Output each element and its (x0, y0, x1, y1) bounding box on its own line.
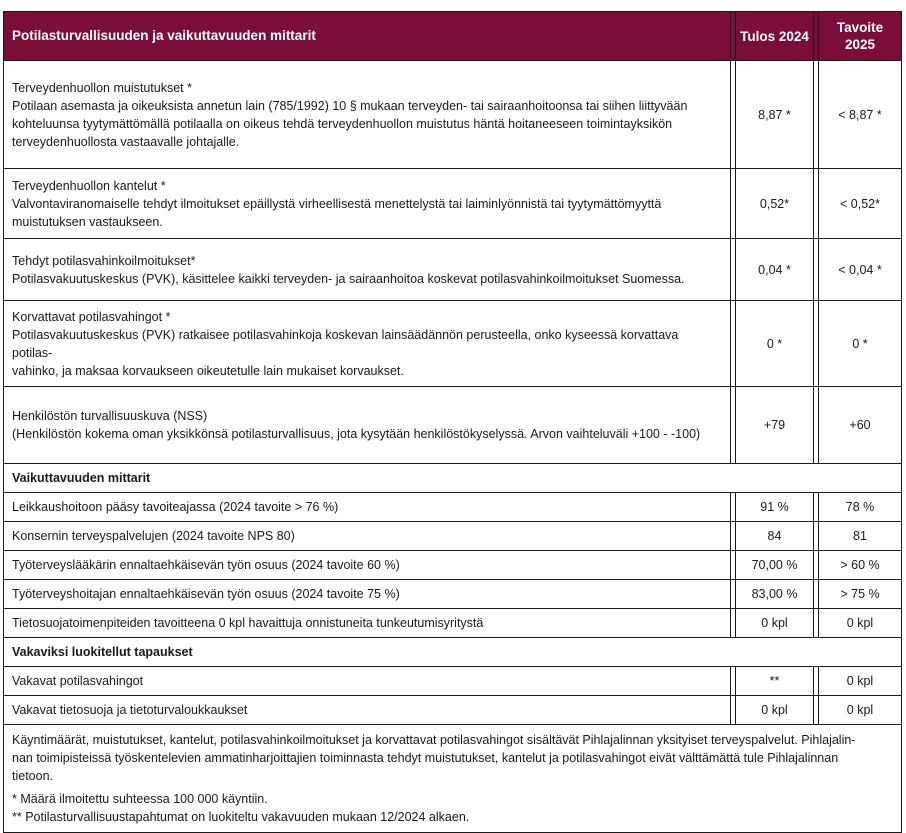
section-heading-row (4, 638, 902, 667)
result-value: ** (736, 667, 814, 696)
table-title: Potilasturvallisuuden ja vaikuttavuuden mittarit (4, 12, 731, 61)
table-row (4, 239, 902, 301)
result-value: 91 % (736, 493, 814, 522)
metric-title: Terveydenhuollon muistutukset * (12, 80, 192, 95)
result-value: 0 kpl (736, 696, 814, 725)
section-heading-serious-cases: Vakaviksi luokitellut tapaukset (4, 638, 902, 667)
metric-description: Tehdyt potilasvahinkoilmoitukset* Potilasvakuutuskeskus (PVK), käsittelee kaikki terveyden- ja sairaanhoitoa koskevat potilasvahinkoilmoitukset Suomessa. (4, 239, 731, 301)
result-value: +79 (736, 387, 814, 464)
metric-title: Korvattavat potilasvahingot * (12, 309, 171, 324)
result-value: 0,52* (736, 169, 814, 239)
table-header-row (4, 12, 902, 61)
metric-label: Työterveyslääkärin ennaltaehkäisevän työn osuus (2024 tavoite 60 %) (4, 551, 731, 580)
table-row (4, 387, 902, 464)
metrics-table (3, 11, 902, 833)
metric-label: Työterveyshoitajan ennaltaehkäisevän työn osuus (2024 tavoite 75 %) (4, 580, 731, 609)
footnote-1: * Määrä ilmoitettu suhteessa 100 000 käyntiin. (12, 792, 268, 806)
metric-label: Vakavat tietosuoja ja tietoturvaloukkaukset (4, 696, 731, 725)
table-row (4, 61, 902, 169)
table-row (4, 493, 902, 522)
metric-description: Henkilöstön turvallisuuskuva (NSS) (Henkilöstön kokema oman yksikkönsä potilasturvallisuus, jota kysytään henkilöstökyselyssä. Arvon vaihteluväli +100 - -100) (4, 387, 731, 464)
notes-cell (4, 725, 902, 833)
metric-title: Tehdyt potilasvahinkoilmoitukset* (12, 253, 196, 268)
table-row (4, 522, 902, 551)
result-value: 83,00 % (736, 580, 814, 609)
metric-description: Korvattavat potilasvahingot * Potilasvakuutuskeskus (PVK) ratkaisee potilasvahinkoja koskevan lainsäädännön perusteella, onko kyseessä korvattava potilas- vahinko, ja maksaa korvaukseen oikeutetulle lain mukaiset korvaukset. (4, 301, 731, 387)
target-value: 78 % (819, 493, 902, 522)
table-row (4, 609, 902, 638)
column-header-target: Tavoite 2025 (819, 12, 902, 61)
target-value: > 75 % (819, 580, 902, 609)
result-value: 0 * (736, 301, 814, 387)
table-row (4, 667, 902, 696)
target-value: < 0,04 * (819, 239, 902, 301)
metric-description: Terveydenhuollon kantelut * Valvontaviranomaiselle tehdyt ilmoitukset epäillystä virheellisestä menettelystä tai laiminlyönnistä tai tyytymättömyyttä muistutuksen vastaukseen. (4, 169, 731, 239)
target-value: 0 kpl (819, 609, 902, 638)
table-row (4, 580, 902, 609)
target-value: > 60 % (819, 551, 902, 580)
result-value: 0,04 * (736, 239, 814, 301)
result-value: 8,87 * (736, 61, 814, 169)
table-row (4, 301, 902, 387)
target-value: 81 (819, 522, 902, 551)
metric-label: Konsernin terveyspalvelujen (2024 tavoite NPS 80) (4, 522, 731, 551)
table-row (4, 551, 902, 580)
footnote-2: ** Potilasturvallisuustapahtumat on luokiteltu vakavuuden mukaan 12/2024 alkaen. (12, 810, 470, 824)
result-value: 70,00 % (736, 551, 814, 580)
table-row (4, 169, 902, 239)
table-row (4, 696, 902, 725)
target-value: 0 kpl (819, 696, 902, 725)
notes-row (4, 725, 902, 833)
target-value: < 0,52* (819, 169, 902, 239)
column-header-result: Tulos 2024 (736, 12, 814, 61)
target-value: 0 * (819, 301, 902, 387)
metric-description: Terveydenhuollon muistutukset * Potilaan asemasta ja oikeuksista annetun lain (785/1992) 10 § mukaan terveyden- tai sairaanhoitoonsa tai siihen liittyvään kohteluunsa tyytymättömällä potilaalla on oikeus tehdä terveydenhuollon muistutus häntä hoitaneeseen toimintayksikön terveydenhuollosta vastaavalle johtajalle. (4, 61, 731, 169)
notes-paragraph: Käyntimäärät, muistutukset, kantelut, potilasvahinkoilmoitukset ja korvattavat potilasvahingot sisältävät Pihlajalinnan yksityiset terveyspalvelut. Pihlajalin- nan toimipisteissä työskentelevien ammatinharjoittajien toiminnasta tehdyt muistutukset, kantelut ja potilasvahingot eivät välttämättä tule Pihlajalinnan tietoon. (12, 733, 856, 783)
metric-label: Tietosuojatoimenpiteiden tavoitteena 0 kpl havaittuja onnistuneita tunkeutumisyritystä (4, 609, 731, 638)
target-value: 0 kpl (819, 667, 902, 696)
result-value: 84 (736, 522, 814, 551)
section-heading-effectiveness: Vaikuttavuuden mittarit (4, 464, 902, 493)
target-value: < 8,87 * (819, 61, 902, 169)
result-value: 0 kpl (736, 609, 814, 638)
section-heading-row (4, 464, 902, 493)
metric-title: Terveydenhuollon kantelut * (12, 178, 166, 193)
metric-label: Vakavat potilasvahingot (4, 667, 731, 696)
metric-title: Henkilöstön turvallisuuskuva (NSS) (12, 409, 208, 423)
target-value: +60 (819, 387, 902, 464)
metric-label: Leikkaushoitoon pääsy tavoiteajassa (2024 tavoite > 76 %) (4, 493, 731, 522)
